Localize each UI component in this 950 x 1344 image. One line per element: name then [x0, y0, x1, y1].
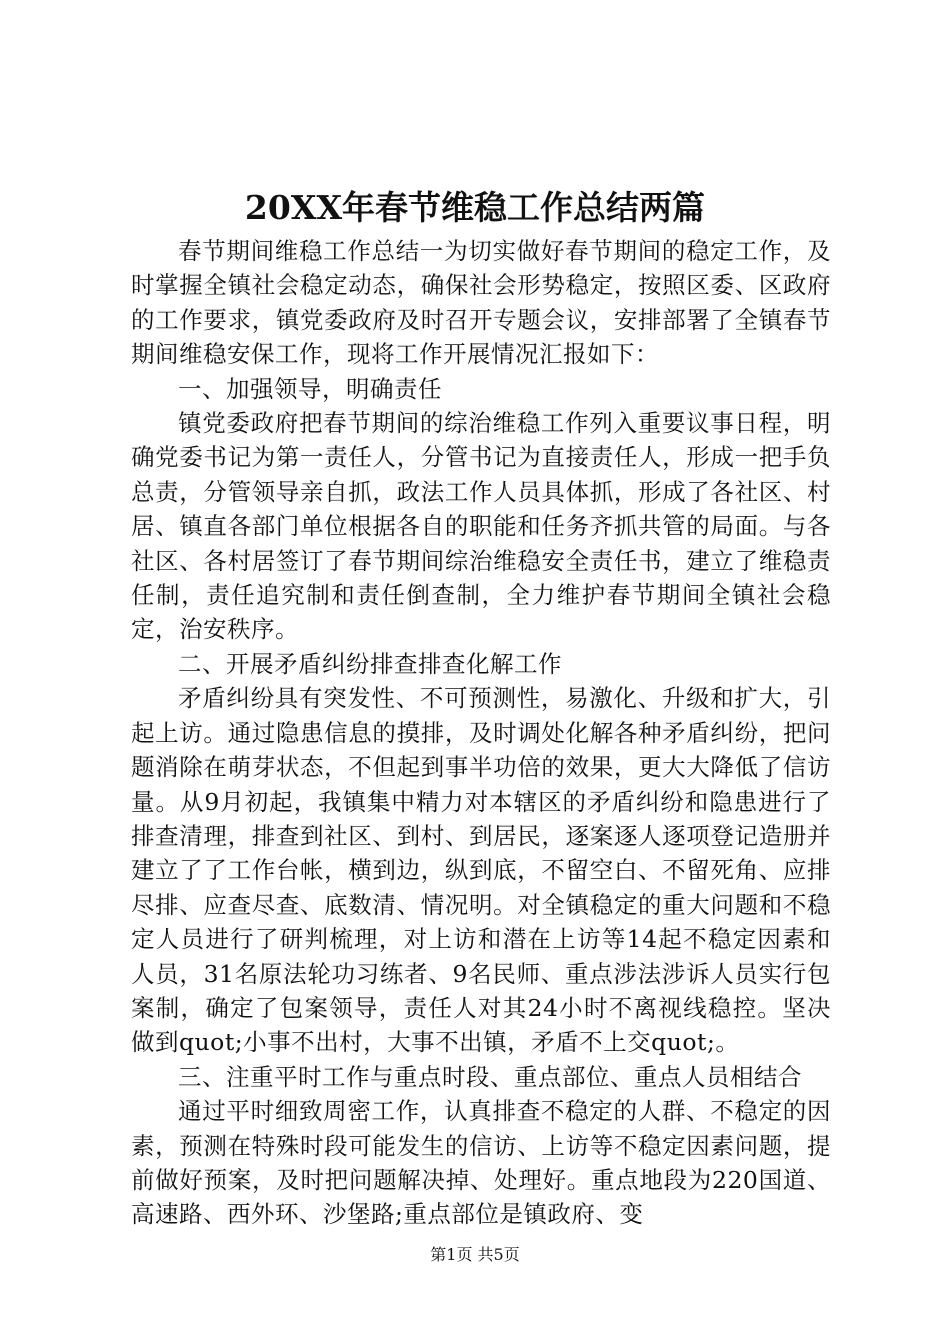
paragraph-section-2: 矛盾纠纷具有突发性、不可预测性，易激化、升级和扩大，引起上访。通过隐患信息的摸排，及时调处化解各种矛盾纠纷，把问题消除在萌芽状态，不但起到事半功倍的效果，更大大降低了信访量。从9月初起，我镇集中精力对本辖区的矛盾纠纷和隐患进行了排查清理，排查到社区、到村、到居民，逐案逐人逐项登记造册并建立了了工作台帐，横到边，纵到底，不留空白、不留死角、应排尽排、应查尽查、底数清、情况明。对全镇稳定的重大问题和不稳定人员进行了研判梳理，对上访和潜在上访等14起不稳定因素和人员，31名原法轮功习练者、9名民师、重点涉法涉诉人员实行包案制，确定了包案领导，责任人对其24小时不离视线稳控。坚决做到quot;小事不出村，大事不出镇，矛盾不上交quot;。 — [131, 684, 831, 1057]
document-title: 20XX年春节维稳工作总结两篇 — [244, 188, 706, 227]
page-footer: 第1页 共5页 — [430, 1245, 520, 1264]
section-heading-1: 一、加强领导，明确责任 — [178, 374, 442, 403]
document-body — [131, 234, 831, 1232]
section-heading-2: 二、开展矛盾纠纷排查排查化解工作 — [178, 649, 562, 678]
paragraph-section-3: 通过平时细致周密工作，认真排查不稳定的人群、不稳定的因素，预测在特殊时段可能发生的信访、上访等不稳定因素问题，提前做好预案，及时把问题解决掉、处理好。重点地段为220国道、高速路、西外环、沙堡路;重点部位是镇政府、变 — [131, 1097, 831, 1229]
paragraph-intro: 春节期间维稳工作总结一为切实做好春节期间的稳定工作，及时掌握全镇社会稳定动态，确保社会形势稳定，按照区委、区政府的工作要求，镇党委政府及时召开专题会议，安排部署了全镇春节期间维稳安保工作，现将工作开展情况汇报如下： — [131, 237, 831, 369]
paragraph-section-1: 镇党委政府把春节期间的综治维稳工作列入重要议事日程，明确党委书记为第一责任人，分管书记为直接责任人，形成一把手负总责，分管领导亲自抓，政法工作人员具体抓，形成了各社区、村居、镇直各部门单位根据各自的职能和任务齐抓共管的局面。与各社区、各村居签订了春节期间综治维稳安全责任书，建立了维稳责任制，责任追究制和责任倒查制，全力维护春节期间全镇社会稳定，治安秩序。 — [131, 409, 831, 644]
section-heading-3: 三、注重平时工作与重点时段、重点部位、重点人员相结合 — [178, 1062, 802, 1091]
